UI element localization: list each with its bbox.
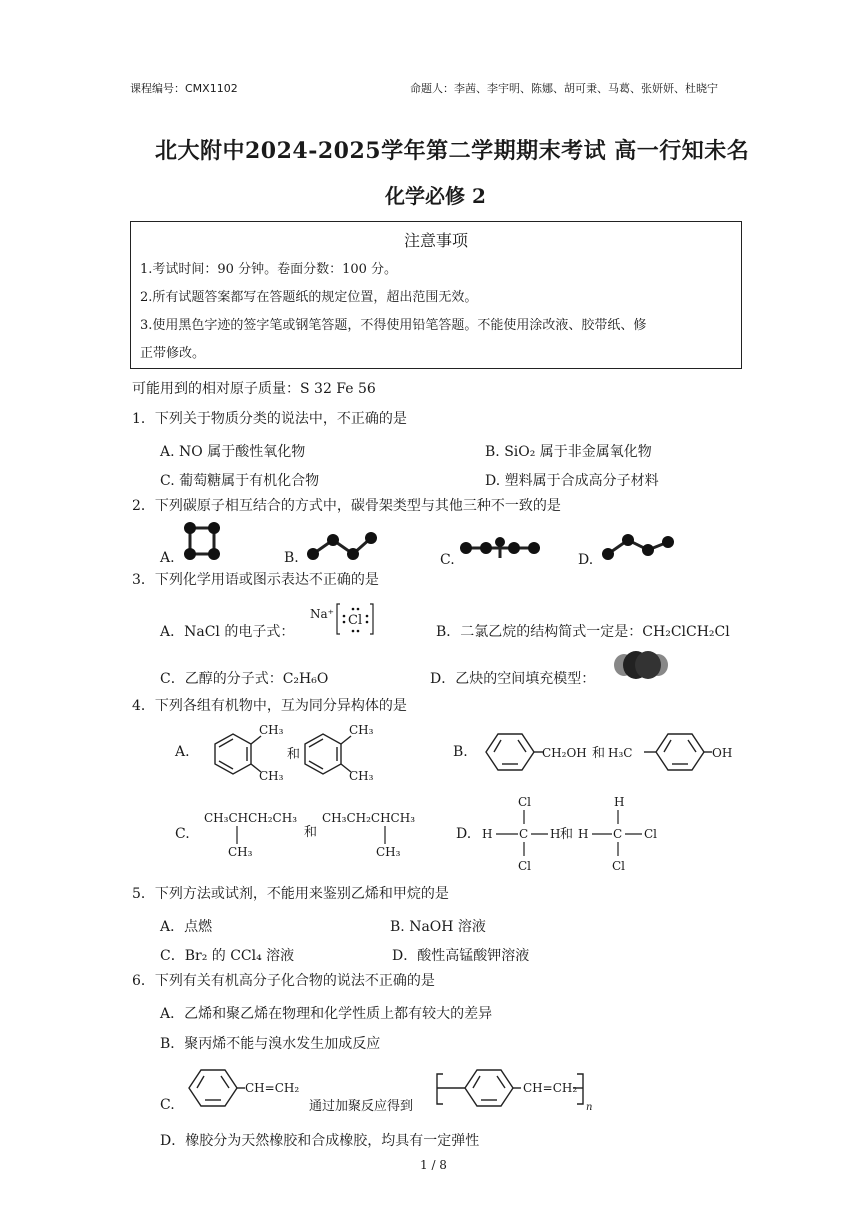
q5-option-c: C．Br₂ 的 CCl₄ 溶液 [160,948,295,964]
svg-text:Cl: Cl [644,827,658,841]
svg-text:Cl: Cl [612,859,626,873]
question-1-stem: 1．下列关于物质分类的说法中，不正确的是 [132,411,407,427]
svg-text:H: H [482,827,493,841]
svg-text:CH₃: CH₃ [259,723,284,737]
q6-option-a: A．乙烯和聚乙烯在物理和化学性质上都有较大的差异 [160,1006,493,1022]
notice-item-3: 3.使用黑色字迹的签字笔或钢笔答题，不得使用铅笔答题。不能使用涂改液、胶带纸、修 [140,318,647,333]
svg-text:C: C [519,827,529,841]
exam-subtitle: 化学必修 2 [385,184,486,208]
notice-item-1: 1.考试时间：90 分钟。卷面分数：100 分。 [140,262,398,277]
q5-option-a: A．点燃 [160,919,213,935]
q6-option-d: D．橡胶分为天然橡胶和合成橡胶，均具有一定弹性 [160,1133,480,1149]
q2-option-c: C. [440,552,455,568]
q4-option-a: A. [175,744,190,760]
svg-text:CH=CH₂: CH=CH₂ [245,1081,300,1095]
exam-title: 北大附中2024-2025学年第二学期期末考试 高一行知未名 [155,138,750,164]
q2-option-a: A. [160,550,175,566]
svg-text:和: 和 [287,747,301,762]
q4-option-d: D. [456,826,472,842]
svg-text:Cl: Cl [348,613,363,628]
q3-option-d: D．乙炔的空间填充模型： [430,671,596,687]
q3-option-b: B．二氯乙烷的结构简式一定是：CH₂ClCH₂Cl [436,624,730,640]
q4-option-b: B. [453,744,468,760]
question-2-stem: 2．下列碳原子相互结合的方式中，碳骨架类型与其他三种不一致的是 [132,498,561,514]
svg-text:OH: OH [712,746,733,760]
q2-chain-model-b [305,532,385,562]
q4-butane-pair [200,806,430,862]
svg-text:H: H [550,827,561,841]
q4-dichloromethane-pair [478,794,668,876]
q6-option-c: C. [160,1097,175,1113]
q4-option-c: C. [175,826,190,842]
q5-option-b: B. NaOH 溶液 [390,919,486,935]
q2-square-ring-model [180,520,230,565]
svg-text:CH₂OH: CH₂OH [542,746,587,760]
q4-benzyl-alcohol-cresol [478,726,743,778]
q6-styrene-polymerization [185,1066,605,1116]
q3-option-a: A．NaCl 的电子式： [160,624,295,640]
q1-option-b: B. SiO₂ 属于非金属氧化物 [485,444,652,460]
svg-text:CH₃CHCH₂CH₃: CH₃CHCH₂CH₃ [204,811,298,825]
q2-chain-model-d [600,534,680,562]
svg-text:Cl: Cl [518,859,532,873]
question-5-stem: 5．下列方法或试剂，不能用来鉴别乙烯和甲烷的是 [132,886,449,902]
svg-text:CH=CH₂: CH=CH₂ [523,1081,578,1095]
svg-text:CH₃CH₂CHCH₃: CH₃CH₂CHCH₃ [322,811,416,825]
q3-option-c: C．乙醇的分子式：C₂H₆O [160,671,329,687]
q4-xylene-pair [195,718,445,788]
author-list: 命题人：李茜、李宇明、陈娜、胡可秉、马葛、张妍妍、杜晓宁 [410,82,718,95]
notice-item-4: 正带修改。 [140,346,206,361]
svg-text:和: 和 [560,827,574,842]
svg-text:CH₃: CH₃ [228,845,253,859]
svg-text:和: 和 [304,825,318,840]
q1-option-a: A. NO 属于酸性氧化物 [160,444,306,460]
notice-item-2: 2.所有试题答案都写在答题纸的规定位置，超出范围无效。 [140,290,478,305]
svg-text:通过加聚反应得到: 通过加聚反应得到 [309,1099,414,1114]
svg-text:CH₃: CH₃ [349,723,374,737]
nacl-electron-formula [310,598,380,638]
svg-text:CH₃: CH₃ [259,769,284,783]
q2-option-b: B. [284,550,299,566]
svg-text:Cl: Cl [518,795,532,809]
svg-text:CH₃: CH₃ [376,845,401,859]
svg-text:n: n [586,1102,593,1113]
svg-text:CH₃: CH₃ [349,769,374,783]
svg-text:和: 和 [592,746,606,761]
svg-text:H: H [614,795,625,809]
notice-heading: 注意事项 [403,231,468,250]
svg-text:H₃C: H₃C [608,746,633,760]
q2-branched-model-c [458,536,548,560]
atomic-mass-line: 可能用到的相对原子质量：S 32 Fe 56 [132,381,376,397]
page-number: 1 / 8 [420,1158,447,1172]
course-code: 课程编号：CMX1102 [130,82,238,95]
question-4-stem: 4．下列各组有机物中，互为同分异构体的是 [132,698,407,714]
q2-option-d: D. [578,552,594,568]
q5-option-d: D．酸性高锰酸钾溶液 [392,948,530,964]
svg-text:Na⁺: Na⁺ [310,607,334,621]
acetylene-space-filling-model [612,650,672,680]
question-6-stem: 6．下列有关有机高分子化合物的说法不正确的是 [132,973,435,989]
q1-option-d: D. 塑料属于合成高分子材料 [485,473,659,489]
notice-box [130,221,742,369]
q1-option-c: C. 葡萄糖属于有机化合物 [160,473,320,489]
question-3-stem: 3．下列化学用语或图示表达不正确的是 [132,572,379,588]
q6-option-b: B．聚丙烯不能与溴水发生加成反应 [160,1036,381,1052]
svg-text:C: C [613,827,623,841]
svg-text:H: H [578,827,589,841]
